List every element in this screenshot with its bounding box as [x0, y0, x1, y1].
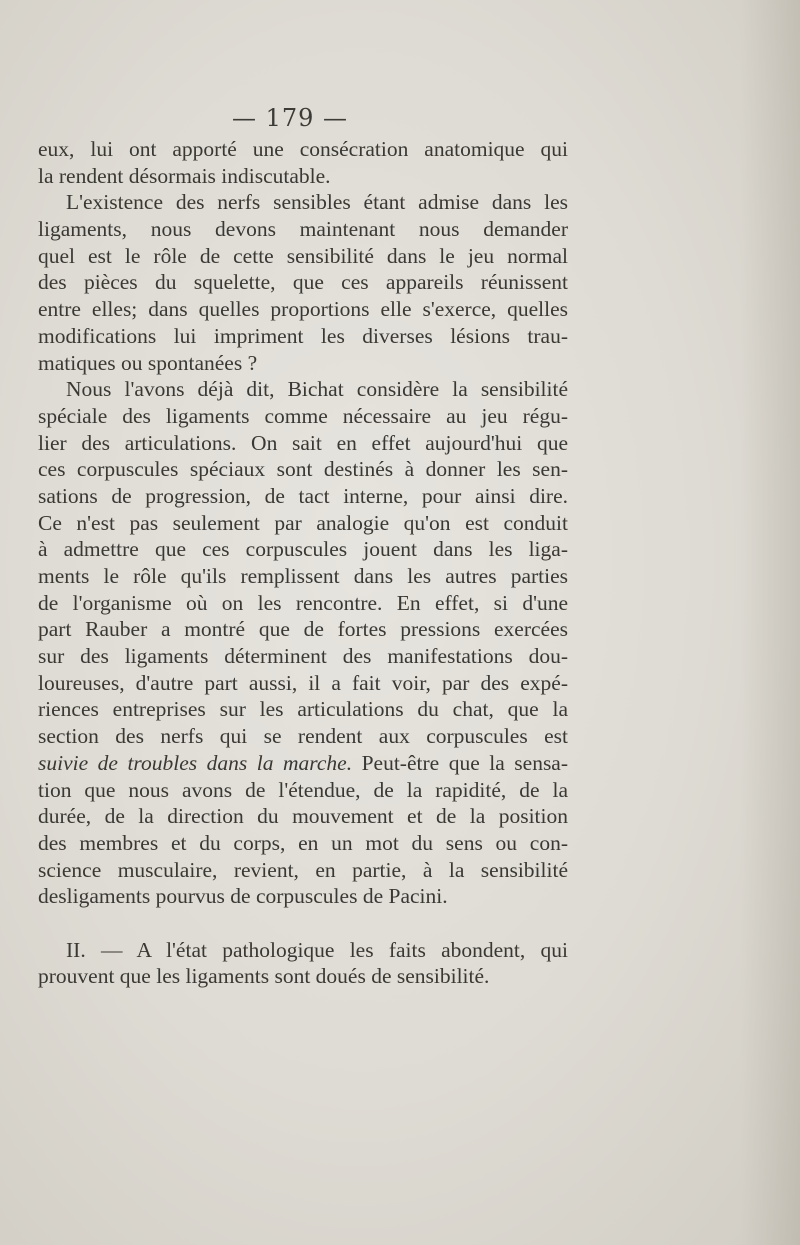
- text-line: sations de progression, de tact interne, pour ainsi dire.: [38, 483, 568, 508]
- text-line: ces corpuscules spéciaux sont destinés à donner les sen-: [38, 457, 568, 482]
- text-line: section des nerfs qui se rendent aux corpuscules est: [38, 724, 568, 749]
- text-line: Ce n'est pas seulement par analogie qu'on est conduit: [38, 510, 568, 535]
- text-line: des membres et du corps, en un mot du sens ou con-: [38, 830, 568, 855]
- text-line: à admettre que ces corpuscules jouent dans les liga-: [38, 537, 568, 562]
- text-line: spéciale des ligaments comme nécessaire au jeu régu-: [38, 403, 568, 428]
- text-line: sur des ligaments déterminent des manifestations dou-: [38, 644, 568, 669]
- text-line: matiques ou spontanées ?: [38, 350, 258, 375]
- text-line: ligaments, nous devons maintenant nous demander: [38, 217, 568, 242]
- text-line: tion que nous avons de l'étendue, de la rapidité, de la: [38, 777, 568, 802]
- text-line: ments le rôle qu'ils remplissent dans les autres parties: [38, 564, 568, 588]
- text-line: des pièces du squelette, que ces appareils réunissent: [38, 270, 568, 295]
- text-line: de l'organisme où on les rencontre. En effet, si d'une: [38, 590, 568, 615]
- text-line: suivie de troubles dans la marche. Peut-être que la sensa-: [38, 750, 569, 775]
- text-line: part Rauber a montré que de fortes pressions exercées: [38, 617, 568, 642]
- text-line: L'existence des nerfs sensibles étant admise dans les: [66, 190, 568, 215]
- text-line: II. — A l'état pathologique les faits abondent, qui: [66, 937, 568, 962]
- text-line: science musculaire, revient, en partie, à la sensibilité: [38, 857, 568, 882]
- text-line: lier des articulations. On sait en effet aujourd'hui que: [38, 430, 568, 455]
- text-line: la rendent désormais indiscutable.: [38, 163, 331, 188]
- text-line: durée, de la direction du mouvement et de la position: [38, 804, 568, 829]
- paragraph: [38, 937, 568, 990]
- paragraph: [38, 136, 568, 189]
- body-text: [38, 136, 568, 990]
- paragraph: [38, 189, 568, 376]
- text-line: Nous l'avons déjà dit, Bichat considère la sensibilité: [66, 377, 568, 402]
- text-line: prouvent que les ligaments sont doués de sensibilité.: [38, 964, 490, 989]
- text-line: quel est le rôle de cette sensibilité dans le jeu normal: [38, 243, 568, 268]
- text-line: desligaments pourvus de corpuscules de Pacini.: [38, 884, 448, 909]
- text-line: eux, lui ont apporté une consécration anatomique qui: [38, 137, 568, 161]
- text-line: entre elles; dans quelles proportions elle s'exerce, quelles: [38, 297, 568, 322]
- paragraph: [38, 376, 568, 910]
- page-number: — 179 —: [231, 104, 349, 132]
- text-line: riences entreprises sur les articulations du chat, que la: [38, 697, 568, 722]
- text-line: loureuses, d'autre part aussi, il a fait voir, par des expé-: [38, 670, 568, 695]
- text-line: modifications lui impriment les diverses lésions trau-: [38, 323, 568, 348]
